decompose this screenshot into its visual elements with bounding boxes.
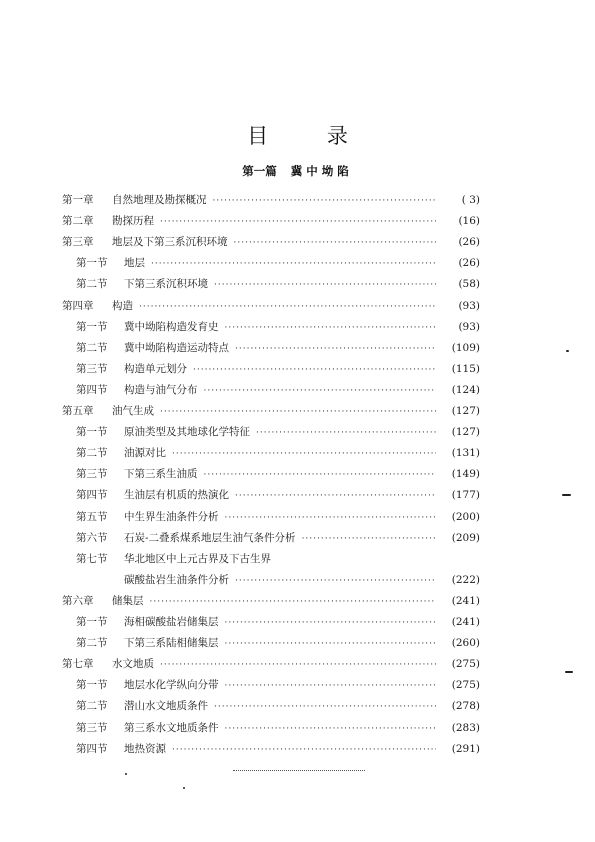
entry-title: 勘探历程 — [112, 215, 154, 228]
entry-number: 第七节 — [76, 552, 108, 565]
dot-leader — [150, 594, 437, 610]
entry-number: 第二章 — [62, 215, 94, 228]
entry-page: (241) — [451, 616, 480, 628]
toc-entry — [76, 445, 480, 461]
entry-page: (260) — [451, 637, 480, 650]
entry-number: 第五章 — [62, 405, 94, 417]
entry-title: 下第三系陆相储集层 — [124, 637, 219, 650]
entry-page: (275) — [451, 658, 480, 671]
entry-number: 第二节 — [76, 700, 108, 713]
entry-number: 第一节 — [76, 616, 108, 628]
entry-page: (26) — [458, 257, 480, 270]
toc-entry — [76, 340, 480, 356]
toc-entry — [62, 656, 480, 672]
dot-leader — [235, 488, 436, 504]
entry-number: 第六节 — [76, 531, 108, 544]
entry-title: 冀中坳陷构造运动特点 — [124, 341, 229, 354]
dot-leader — [151, 256, 436, 272]
dot-leader — [139, 299, 436, 315]
entry-number: 第一节 — [76, 679, 108, 692]
entry-number: 第二节 — [76, 637, 108, 650]
entry-title: 第三系水文地质条件 — [124, 721, 219, 734]
entry-page: (124) — [451, 383, 480, 396]
entry-number: 第三章 — [62, 236, 94, 249]
entry-title: 石炭-二叠系煤系地层生油气条件分析 — [124, 531, 296, 544]
entry-title: 油气生成 — [112, 405, 154, 417]
toc-entry — [62, 403, 480, 419]
toc-entry — [76, 509, 480, 525]
entry-page: (131) — [451, 447, 480, 460]
toc-entry — [76, 466, 480, 482]
dot-leader — [172, 742, 436, 758]
entry-number: 第四节 — [76, 383, 108, 396]
toc-entry — [76, 551, 480, 567]
entry-title: 碳酸盐岩生油条件分析 — [124, 573, 229, 586]
dot-leader — [204, 383, 437, 399]
entry-page: (200) — [451, 510, 480, 523]
entry-page: (109) — [451, 341, 480, 354]
dot-leader — [225, 510, 437, 526]
dot-leader — [160, 404, 436, 420]
dot-leader — [214, 699, 436, 715]
entry-title: 地层 — [124, 257, 145, 270]
toc-entry — [76, 319, 480, 335]
toc-entry — [62, 213, 480, 229]
entry-number: 第二节 — [76, 341, 108, 354]
entry-title: 储集层 — [112, 594, 144, 607]
toc-entry — [76, 614, 480, 630]
entry-page: (26) — [458, 236, 480, 249]
entry-page: (177) — [451, 489, 480, 502]
entry-number: 第一节 — [76, 257, 108, 270]
entry-title: 原油类型及其地球化学特征 — [124, 426, 250, 439]
dot-leader — [172, 446, 436, 462]
entry-page: (127) — [451, 426, 480, 439]
toc-entry — [76, 382, 480, 398]
entry-number: 第三节 — [76, 362, 108, 375]
entry-title: 中生界生油条件分析 — [124, 510, 219, 523]
toc-entry — [76, 255, 480, 271]
entry-page: (127) — [451, 405, 480, 417]
entry-title: 下第三系沉积环境 — [124, 278, 208, 291]
dot-leader — [225, 615, 437, 631]
entry-page: (16) — [458, 215, 480, 228]
toc-entry — [62, 593, 480, 609]
entry-number: 第一章 — [62, 194, 94, 206]
entry-title: 潜山水文地质条件 — [124, 700, 208, 713]
dot-leader — [160, 657, 436, 673]
entry-number: 第一节 — [76, 320, 108, 333]
toc-entry — [76, 741, 480, 757]
dot-leader — [204, 467, 437, 483]
entry-title: 海相碳酸盐岩储集层 — [124, 616, 219, 628]
entry-title: 构造与油气分布 — [124, 383, 198, 396]
entry-title: 自然地理及勘探概况 — [112, 194, 207, 206]
entry-number: 第一节 — [76, 426, 108, 439]
part-name: 冀中坳陷 — [290, 164, 353, 178]
entry-number: 第四节 — [76, 742, 108, 755]
entry-title: 华北地区中上元古界及下古生界 — [124, 552, 271, 565]
part-number: 第一篇 — [242, 164, 277, 178]
toc-entry — [76, 635, 480, 651]
scan-speck — [565, 671, 573, 673]
scan-speck — [125, 773, 127, 775]
entry-title: 地层水化学纵向分带 — [124, 679, 219, 692]
entry-title: 水文地质 — [112, 658, 154, 671]
toc-entry — [76, 276, 480, 292]
toc-entry — [76, 361, 480, 377]
entry-page: (115) — [451, 362, 480, 375]
dot-leader — [225, 678, 437, 694]
entry-page: (291) — [451, 742, 480, 755]
entry-page: (222) — [451, 573, 480, 586]
entry-number: 第三节 — [76, 721, 108, 734]
toc-entry — [124, 572, 480, 588]
dot-leader — [225, 320, 437, 336]
toc-entry — [76, 698, 480, 714]
toc-entry — [76, 487, 480, 503]
entry-page: (283) — [451, 721, 480, 734]
entry-page: (93) — [458, 299, 480, 312]
toc-entry — [76, 424, 480, 440]
entry-page: (149) — [451, 468, 480, 481]
bottom-rule — [233, 770, 365, 771]
entry-number: 第五节 — [76, 510, 108, 523]
scan-speck — [562, 494, 571, 496]
entry-title: 地层及下第三系沉积环境 — [112, 236, 228, 249]
entry-title: 生油层有机质的热演化 — [124, 489, 229, 502]
entry-page: (275) — [451, 679, 480, 692]
toc-entry — [76, 677, 480, 693]
entry-title: 构造 — [112, 299, 133, 312]
dot-leader — [235, 573, 436, 589]
toc-entry — [76, 720, 480, 736]
part-heading — [0, 163, 595, 179]
scan-speck — [566, 350, 569, 352]
entry-title: 下第三系生油质 — [124, 468, 198, 481]
scan-speck — [183, 787, 185, 789]
entry-number: 第四节 — [76, 489, 108, 502]
page-title: 目 录 — [247, 124, 374, 148]
dot-leader — [193, 362, 436, 378]
dot-leader — [256, 425, 436, 441]
entry-page: (58) — [458, 278, 480, 291]
entry-title: 冀中坳陷构造发育史 — [124, 320, 219, 333]
toc-entry — [76, 530, 480, 546]
dot-leader — [213, 193, 437, 209]
entry-page: (209) — [451, 531, 480, 544]
entry-page: ( 3) — [461, 194, 480, 206]
entry-title: 构造单元划分 — [124, 362, 187, 375]
entry-number: 第四章 — [62, 299, 94, 312]
entry-title: 油源对比 — [124, 447, 166, 460]
entry-title: 地热资源 — [124, 742, 166, 755]
toc-entry — [62, 192, 480, 208]
dot-leader — [160, 214, 436, 230]
dot-leader — [235, 341, 436, 357]
entry-number: 第七章 — [62, 658, 94, 671]
entry-number: 第二节 — [76, 447, 108, 460]
entry-number: 第三节 — [76, 468, 108, 481]
entry-number: 第二节 — [76, 278, 108, 291]
toc-entry — [62, 234, 480, 250]
dot-leader — [225, 636, 437, 652]
dot-leader — [234, 235, 437, 251]
toc-entry — [62, 298, 480, 314]
entry-page: (241) — [451, 594, 480, 607]
entry-number: 第六章 — [62, 594, 94, 607]
dot-leader — [302, 531, 436, 547]
dot-leader — [214, 277, 436, 293]
entry-page: (93) — [458, 320, 480, 333]
dot-leader — [225, 721, 437, 737]
entry-page: (278) — [451, 700, 480, 713]
